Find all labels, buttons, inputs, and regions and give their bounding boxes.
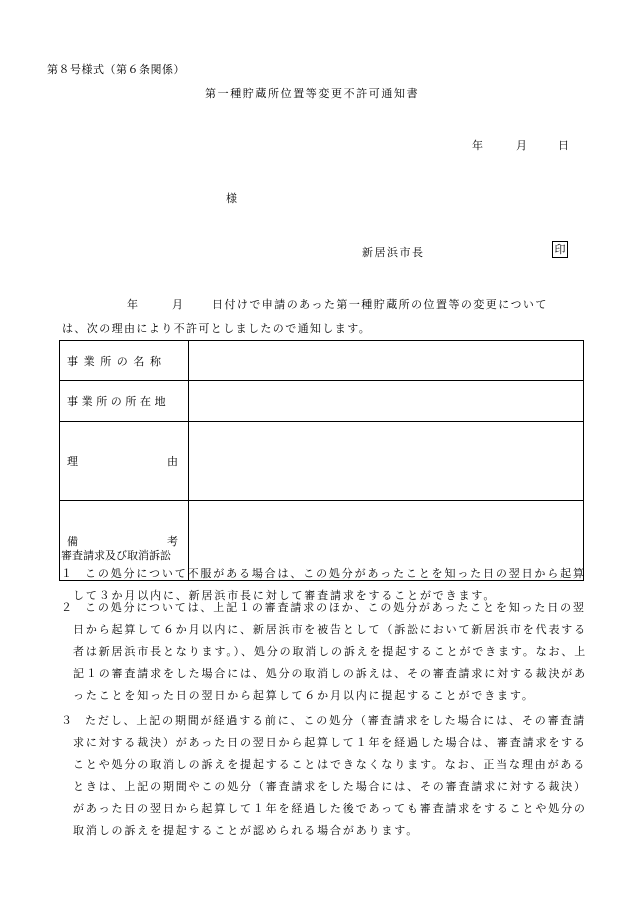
intro-year: 年 <box>127 298 138 311</box>
row-label: 事業所の所在地 <box>60 381 189 422</box>
business-name-field[interactable] <box>189 341 584 381</box>
table-row <box>60 381 584 422</box>
seal-box: 印 <box>552 241 568 258</box>
table-row <box>60 422 584 501</box>
notice-item-text: この処分については、上記１の審査請求のほか、この処分があったことを知った日の翌日から起算して６か月以内に、新居浜市を被告として（訴訟において新居浜市を代表する者は新居浜市長となります。）、処分の取消しの訴えを提起することができます。なお、上記１の審査請求をした場合には、処分の取消しの訴えは、その審査請求に対する裁決があったことを知った日の翌日から起算して６か月以内に提起することができます。 <box>73 601 588 702</box>
row-label: 備 考 <box>60 501 189 581</box>
notice-item-number: ２ <box>61 601 74 614</box>
row-label: 理 由 <box>60 422 189 501</box>
business-address-field[interactable] <box>189 381 584 422</box>
notice-item <box>61 597 589 707</box>
notice-item-number: ３ <box>61 714 74 727</box>
notice-item-text: ただし、上記の期間が経過する前に、この処分（審査請求をした場合には、その審査請求に対する裁決）があった日の翌日から起算して１年を経過した場合は、審査請求をすることや処分の取消しの訴えを提起することはできなくなります。なお、正当な理由があるときは、上記の期間やこの処分（審査請求をした場合には、その審査請求に対する裁決）があった日の翌日から起算して１年を経過した後であっても審査請求をすることや処分の取消しの訴えを提起することが認められる場合があります。 <box>73 714 587 837</box>
intro-month: 月 <box>172 298 183 311</box>
document-title: 第一種貯蔵所位置等変更不許可通知書 <box>205 87 420 100</box>
date-month: 月 <box>516 139 527 152</box>
reason-field[interactable] <box>189 422 584 501</box>
notice-item <box>61 710 589 842</box>
info-table <box>59 340 584 581</box>
intro-line-2: は、次の理由により不許可としましたので通知します。 <box>62 322 372 335</box>
date-year: 年 <box>472 139 483 152</box>
table-row <box>60 341 584 381</box>
row-label: 事業所の名称 <box>60 341 189 381</box>
addressee-suffix: 様 <box>226 192 237 205</box>
notice-item-text: この処分について不服がある場合は、この処分があったことを知った日の翌日から起算して３か月以内に、新居浜市長に対して審査請求をすることができます。 <box>73 567 586 602</box>
notice-heading: 審査請求及び取消訴訟 <box>61 549 171 562</box>
intro-text: 日付けで申請のあった第一種貯蔵所の位置等の変更について <box>212 298 548 311</box>
date-day: 日 <box>558 139 569 152</box>
notice-item-number: １ <box>61 567 74 580</box>
form-number: 第８号様式（第６条関係） <box>47 63 185 76</box>
issuer-name: 新居浜市長 <box>362 246 425 259</box>
